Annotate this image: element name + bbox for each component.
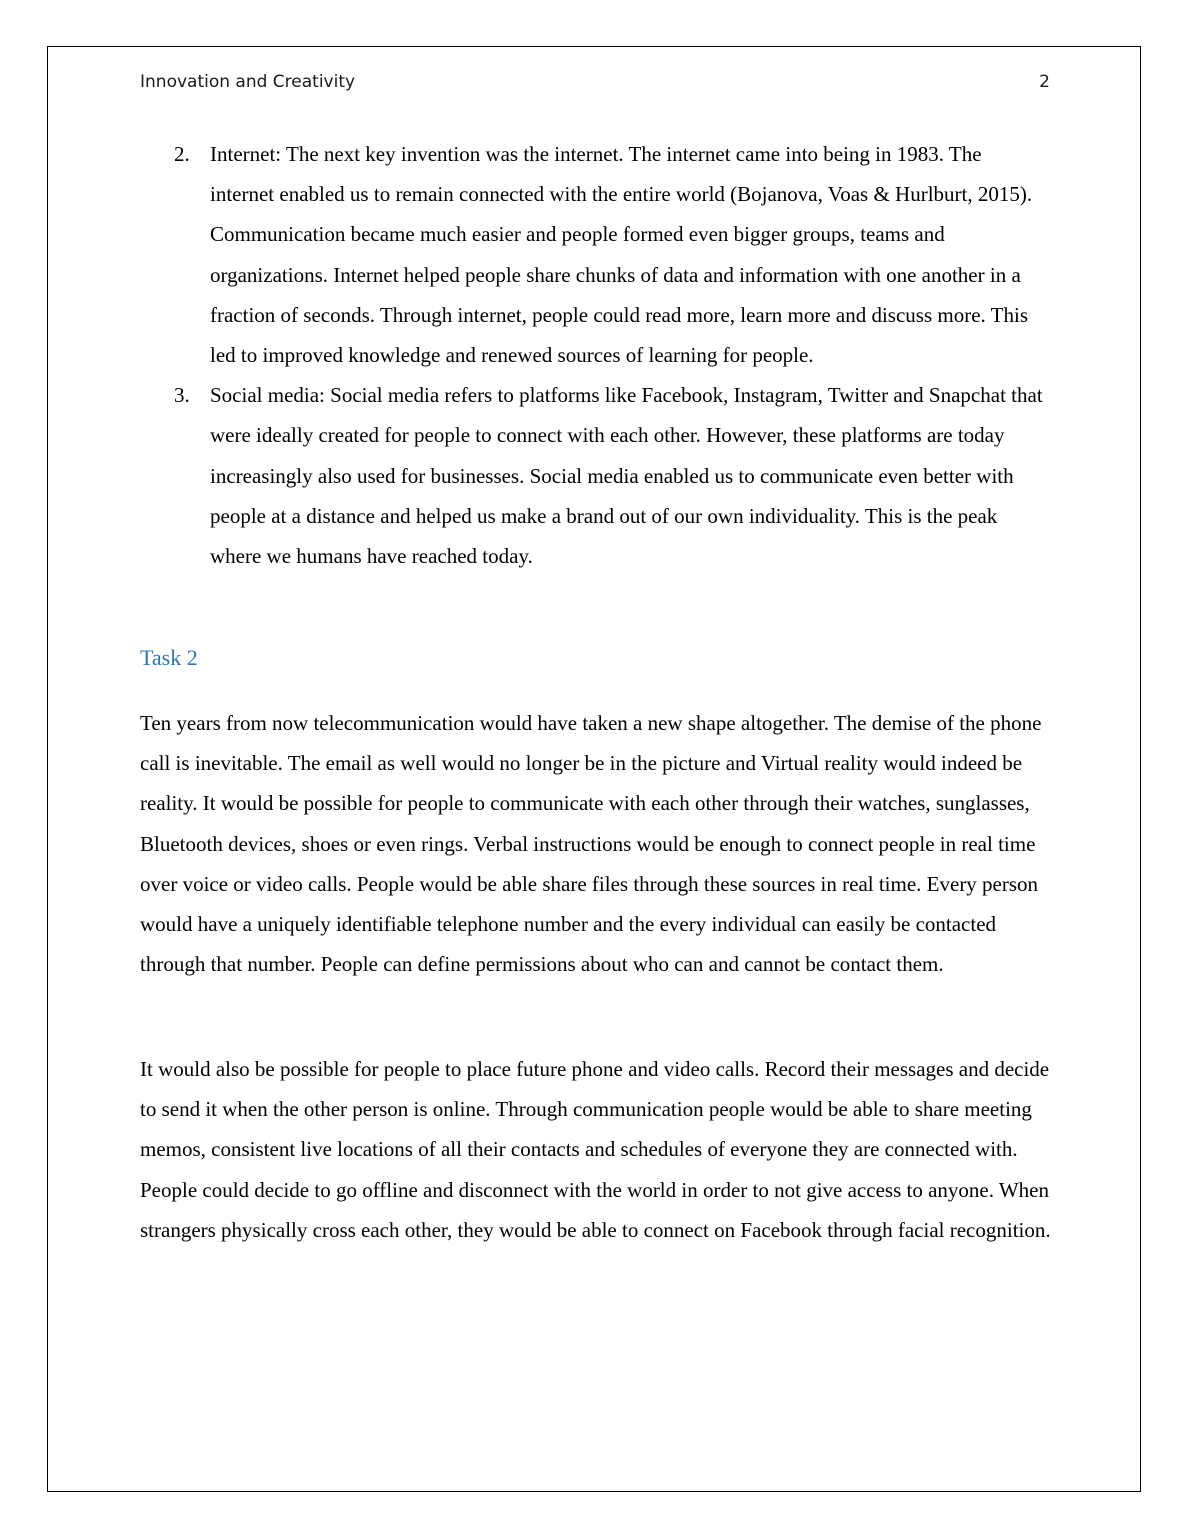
list-item-text: Social media: Social media refers to platforms like Facebook, Instagram, Twitter and Snapchat that were ideally created for people to connect with each other. However, these platforms are today increasingly also used for businesses. Social media enabled us to communicate even better with people at a distance and helped us make a brand out of our own individuality. This is the peak where we humans have reached today. bbox=[210, 383, 1043, 569]
list-item bbox=[140, 134, 1050, 375]
header-title: Innovation and Creativity bbox=[140, 72, 356, 92]
list-item-number: 2. bbox=[174, 142, 190, 166]
page-header bbox=[140, 72, 1050, 96]
list-item-text: Internet: The next key invention was the internet. The internet came into being in 1983. The internet enabled us to remain connected with the entire world (Bojanova, Voas & Hurlburt, 2015). Communication became much easier and people formed even bigger groups, teams and organizations. Internet helped people share chunks of data and information with one another in a fraction of seconds. Through internet, people could read more, learn more and discuss more. This led to improved knowledge and renewed sources of learning for people. bbox=[210, 142, 1033, 368]
list-item-number: 3. bbox=[174, 383, 190, 408]
paragraph: It would also be possible for people to place future phone and video calls. Record their messages and decide to send it when the other person is online. Through communication people would be able to share meeting memos, consistent live locations of all their contacts and schedules of everyone they are connected with. People could decide to go offline and disconnect with the world in order to not give access to anyone. When strangers physically cross each other, they would be able to connect on Facebook through facial recognition. bbox=[140, 1057, 1051, 1242]
numbered-list bbox=[140, 134, 1050, 576]
list-item bbox=[140, 375, 1050, 576]
page-number: 2 bbox=[1039, 72, 1050, 92]
paragraph: Ten years from now telecommunication would have taken a new shape altogether. The demise of the phone call is inevitable. The email as well would no longer be in the picture and Virtual reality would indeed be reality. It would be possible for people to communicate with each other through their watches, sunglasses, Bluetooth devices, shoes or even rings. Verbal instructions would be enough to connect people in real time over voice or video calls. People would be able share files through these sources in real time. Every person would have a uniquely identifiable telephone number and the every individual can easily be contacted through that number. People can define permissions about who can and cannot be contact them. bbox=[140, 711, 1042, 977]
section-heading: Task 2 bbox=[140, 645, 198, 670]
